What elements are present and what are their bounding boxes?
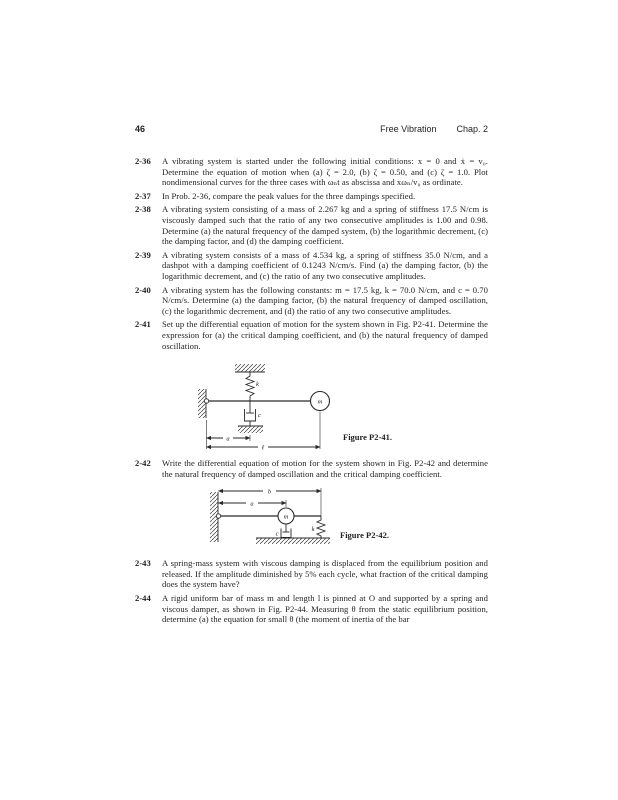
figure-p242-drawing [208, 484, 338, 550]
problem-list [135, 156, 488, 628]
dim-b-label: b [267, 488, 272, 496]
problem-2-39 [135, 250, 488, 282]
page-number: 46 [135, 124, 146, 134]
pivot-pin-icon [216, 514, 220, 518]
problem-number: 2-40 [135, 284, 151, 295]
mass-label: m [317, 398, 323, 406]
spring-icon [317, 516, 325, 538]
problem-number: 2-41 [135, 319, 151, 330]
section-title: Free Vibration [380, 124, 437, 134]
problem-2-36 [135, 156, 488, 188]
mass-label: m [283, 513, 289, 521]
problem-number: 2-43 [135, 558, 151, 569]
problem-text: A vibrating system consisting of a mass of 2.267 kg and a spring of stiffness 17.5 N/cm is viscously damped such that the ratio of any two consecutive amplitudes is 1.00 and 0.98. Determine (a) the natural frequency of the damped system, (b) the logarithmic decrement, (c) the damping factor, and (d) the damping coefficient. [162, 204, 488, 247]
problem-2-44 [135, 593, 488, 625]
problem-2-43 [135, 558, 488, 590]
damper-label: c [275, 530, 279, 538]
problem-text: In Prob. 2-36, compare the peak values for the three dampings specified. [162, 190, 416, 201]
figure-p241-drawing [193, 356, 343, 456]
figure-p241-caption: Figure P2-41. [343, 432, 392, 443]
figure-p242-caption: Figure P2-42. [340, 530, 389, 541]
page-header [135, 124, 488, 134]
problem-text: A spring-mass system with viscous damping is displaced from the equilibrium position and released. If the amplitude diminished by 5% each cycle, what fraction of the critical damping does the system have? [162, 558, 488, 590]
damper-label: c [258, 412, 261, 420]
problem-number: 2-39 [135, 249, 151, 260]
problem-number: 2-42 [135, 458, 151, 469]
pivot-pin-icon [204, 399, 208, 403]
problem-number: 2-37 [135, 190, 151, 201]
damper-icon [245, 401, 256, 426]
dim-a-label: a [226, 435, 230, 443]
ground-support [238, 426, 263, 433]
problem-number: 2-38 [135, 204, 151, 215]
problem-2-37 [135, 191, 488, 202]
problem-number: 2-44 [135, 593, 151, 604]
wall-support [198, 389, 206, 418]
problem-text: A rigid uniform bar of mass m and length l is pinned at O and supported by a spring and viscous damper, as shown in Fig. P2-44. Measuring θ from the static equilibrium position, determine (a) the equation for small θ (the moment of inertia of the bar [162, 593, 488, 625]
problem-2-42 [135, 458, 488, 479]
problem-2-38 [135, 204, 488, 246]
problem-2-40 [135, 285, 488, 317]
dim-l-label: ℓ [261, 444, 265, 452]
damper-icon [281, 524, 291, 538]
problem-text: A vibrating system consists of a mass of 4.534 kg, a spring of stiffness 35.0 N/cm, and a dashpot with a damping coefficient of 0.1243 N/cm/s. Find (a) the damping factor, (b) the logarithmic decrement, and (c) the ratio of any two consecutive amplitudes. [162, 249, 488, 281]
problem-number: 2-36 [135, 156, 151, 166]
figure-p241 [135, 354, 488, 458]
spring-label: k [311, 526, 315, 534]
problem-text: A vibrating system is started under the following initial conditions: x = 0 and ẋ = v₀. Determine the equation of motion when (a) ζ = 2.0, (b) ζ = 0.50, and (c) ζ = 1.0. Plot nondimensional curves for the three cases with ωₙt as abscissa and xωₙ/v₀ as ordinate. [162, 156, 488, 188]
ground-support [256, 538, 330, 544]
ceiling-support [235, 364, 265, 372]
spring-icon [246, 372, 254, 401]
chapter-label: Chap. 2 [456, 124, 488, 134]
spring-label: k [256, 381, 259, 389]
dim-a-label: a [250, 500, 254, 508]
problem-2-41 [135, 319, 488, 351]
running-head [380, 124, 488, 134]
problem-text: Write the differential equation of motion for the system shown in Fig. P2-42 and determine the natural frequency of damped oscillation and the critical damping coefficient. [162, 458, 488, 479]
figure-p242 [135, 482, 488, 558]
problem-text: A vibrating system has the following constants: m = 17.5 kg, k = 70.0 N/cm, and c = 0.70 N/cm/s. Determine (a) the damping factor, (b) the natural frequency of damped oscillation, (c) the logarithmic decrement, and (d) the ratio of any two consecutive amplitudes. [162, 284, 488, 316]
problem-text: Set up the differential equation of motion for the system shown in Fig. P2-41. Determine the expression for (a) the critical damping coefficient, and (b) the natural frequency of damped oscillation. [162, 319, 488, 351]
